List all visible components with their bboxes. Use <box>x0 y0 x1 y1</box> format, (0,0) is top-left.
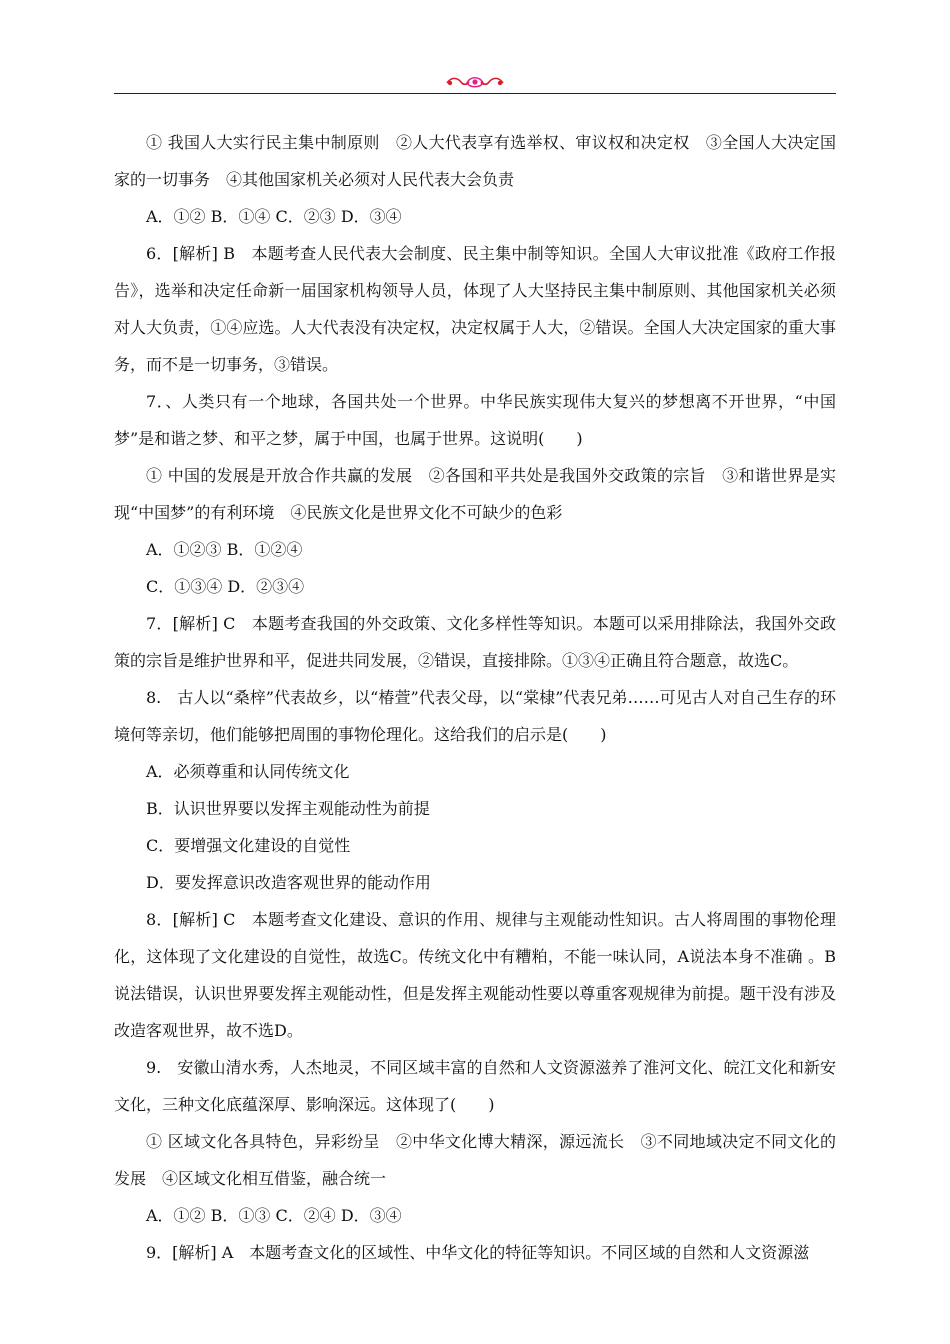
question-5-options: A．①② B．①④ C．②③ D．③④ <box>146 207 402 226</box>
question-9-options: A．①② B．①③ C．②④ D．③④ <box>146 1206 402 1225</box>
answer-9-analysis: 9．[解析] A 本题考查文化的区域性、中华文化的特征等知识。不同区域的自然和人文资源滋 <box>146 1243 810 1262</box>
question-7-statements: ① 中国的发展是开放合作共赢的发展 ②各国和平共处是我国外交政策的宗旨 ③和谐世界是实现“中国梦”的有利环境 ④民族文化是世界文化不可缺少的色彩 <box>114 466 836 522</box>
question-8-option-d: D．要发挥意识改造客观世界的能动作用 <box>146 873 431 892</box>
question-7-stem: 7．、人类只有一个地球，各国共处一个世界。中华民族实现伟大复兴的梦想离不开世界，“中国梦”是和谐之梦、和平之梦，属于中国，也属于世界。这说明( ) <box>114 392 836 448</box>
answer-8-analysis: 8．[解析] C 本题考查文化建设、意识的作用、规律与主观能动性知识。古人将周围的事物伦理化，这体现了文化建设的自觉性，故选C。传统文化中有糟粕，不能一味认同，A说法本身不准确 。B说法错误，认识世界要发挥主观能动性，但是发挥主观能动性要以尊重客观规律为前提。题干没有涉及改造客观世界，故不选D。 <box>114 910 836 1040</box>
flourish-ornament-icon <box>443 74 507 90</box>
header-rule <box>114 93 836 94</box>
question-8-option-c: C．要增强文化建设的自觉性 <box>146 836 351 855</box>
answer-7-analysis: 7．[解析] C 本题考查我国的外交政策、文化多样性等知识。本题可以采用排除法，我国外交政策的宗旨是维护世界和平，促进共同发展，②错误，直接排除。①③④正确且符合题意，故选C。 <box>114 614 836 670</box>
question-7-options-cd: C．①③④ D．②③④ <box>146 577 305 596</box>
question-8-option-b: B．认识世界要以发挥主观能动性为前提 <box>146 799 430 818</box>
question-7-options-ab: A．①②③ B．①②④ <box>146 540 303 559</box>
question-9-statements: ① 区域文化各具特色，异彩纷呈 ②中华文化博大精深，源远流长 ③不同地域决定不同文化的发展 ④区域文化相互借鉴，融合统一 <box>114 1132 836 1188</box>
document-body <box>114 124 836 1271</box>
answer-6-analysis: 6．[解析] B 本题考查人民代表大会制度、民主集中制等知识。全国人大审议批准《政府工作报告》，选举和决定任命新一届国家机构领导人员，体现了人大坚持民主集中制原则、其他国家机关必须对人大负责，①④应选。人大代表没有决定权，决定权属于人大，②错误。全国人大决定国家的重大事务，而不是一切事务，③错误。 <box>114 244 836 374</box>
question-8-stem: 8. 古人以“桑梓”代表故乡，以“椿萱”代表父母，以“棠棣”代表兄弟……可见古人对自己生存的环境何等亲切，他们能够把周围的事物伦理化。这给我们的启示是( ) <box>114 688 836 744</box>
question-5-statements: ① 我国人大实行民主集中制原则 ②人大代表享有选举权、审议权和决定权 ③全国人大决定国家的一切事务 ④其他国家机关必须对人民代表大会负责 <box>114 133 836 189</box>
question-9-stem: 9. 安徽山清水秀，人杰地灵，不同区域丰富的自然和人文资源滋养了淮河文化、皖江文化和新安文化，三种文化底蕴深厚、影响深远。这体现了( ) <box>114 1058 836 1114</box>
question-8-option-a: A．必须尊重和认同传统文化 <box>146 762 350 781</box>
